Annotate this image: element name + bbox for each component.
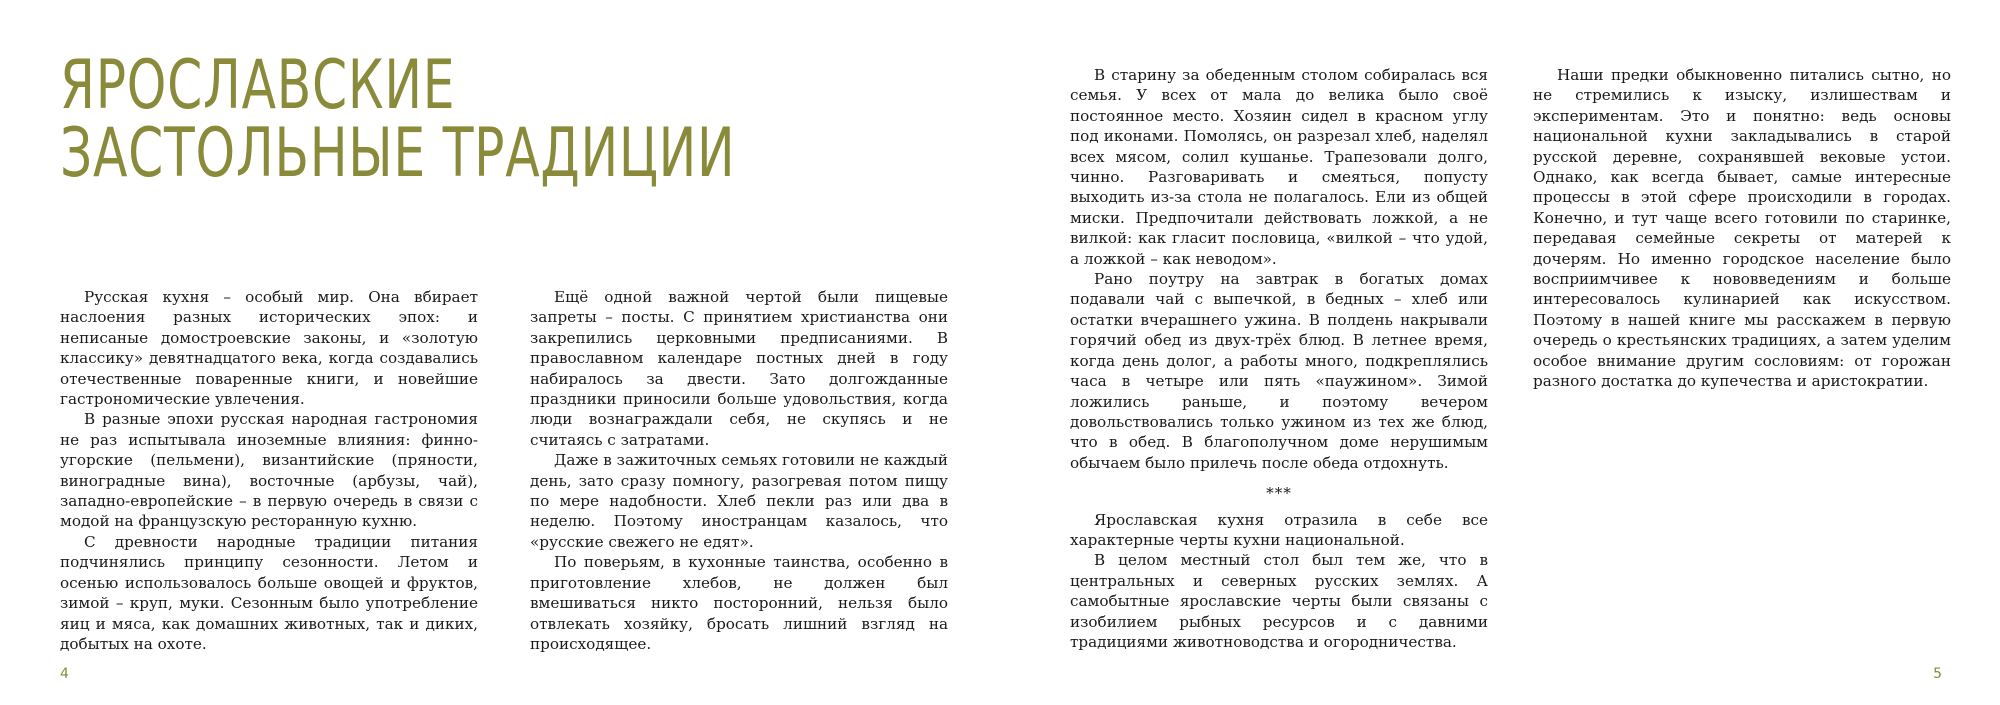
text-column-1 [60,287,478,654]
chapter-title-line-1: ЯРОСЛАВСКИЕ [60,46,456,125]
paragraph: Ярославская кухня отразила в себе все характерные черты кухни национальной. [1070,510,1488,549]
paragraph: В старину за обеденным столом собиралась вся семья. У всех от мала до велика было своё постоянное место. Хозяин сидел в красном углу под иконами. Помолясь, он разрезал хлеб, наделял всех мясом, солил кушанье. Трапезовали долго, чинно. Разговаривать и смеяться, попусту выходить из-за стола не полагалось. Ели из общей миски. Предпочитали действовать ложкой, а не вилкой: как гласит пословица, «вилкой – что удой, а ложкой – как неводом». [1070,66,1488,268]
paragraph: В разные эпохи русская народная гастрономия не раз испытывала иноземные влияния: финно-угорские (пельмени), византийские (пряности, виноградные вина), восточные (арбузы, чай), западно-европейские – в первую очередь в связи с модой на французскую ресторанную кухню. [60,410,478,531]
paragraph: Наши предки обыкновенно питались сытно, но не стремились к изыску, излишествам и экспериментам. Это и понятно: ведь основы национальной кухни закладывались в старой русской деревне, сохранявшей вековые устои. Однако, как всегда бывает, самые интересные процессы в этой сфере происходили в городах. Конечно, и тут чаще всего готовили по старинке, передавая семейные секреты от матерей к дочерям. Но именно городское население было восприимчивее к нововведениям и больше интересовалось кулинарией как искусством. Поэтому в нашей книге мы расскажем в первую очередь о крестьянских традициях, а затем уделим особое внимание другим сословиям: от горожан разного достатка до купечества и аристократии. [1533,66,1951,391]
paragraph: Русская кухня – особый мир. Она вбирает наслоения разных исторических эпох: и неписаные домостроевские законы, и «золотую классику» девятнадцатого века, когда создавались отечественные поваренные книги, и новейшие гастрономические увлечения. [60,288,478,409]
page-number-left: 4 [60,666,69,682]
right-page [1000,0,2000,705]
paragraph: В целом местный стол был тем же, что в центральных и северных русских землях. А самобытные ярославские черты были связаны с изобилием рыбных ресурсов и с давними традициями животноводства и огородничества. [1070,551,1488,651]
text-column-3 [1070,65,1488,652]
section-separator: *** [1266,484,1292,503]
paragraph: Рано поутру на завтрак в богатых домах подавали чай с выпечкой, в бедных – хлеб или остатки вчерашнего ужина. В полдень накрывали горячий обед из двух-трёх блюд. В летнее время, когда день долог, а работы много, подкреплялись часа в четыре или пять «паужином». Зимой ложились раньше, и поэтому вечером довольствовались только ужином из тех же блюд, что в обед. В благополучном доме нерушимым обычаем было прилечь после обеда отдохнуть. [1070,270,1488,472]
text-column-2 [530,287,948,654]
paragraph: С древности народные традиции питания подчинялись принципу сезонности. Летом и осенью использовалось больше овощей и фруктов, зимой – круп, муки. Сезонным было употребление яиц и мяса, как домашних животных, так и диких, добытых на охоте. [60,532,478,653]
chapter-title-line-2: ЗАСТОЛЬНЫЕ ТРАДИЦИИ [60,114,736,193]
paragraph: По поверьям, в кухонные таинства, особенно в приготовление хлебов, не должен был вмешиваться никто посторонний, нельзя было отвлекать хозяйку, бросать лишний взгляд на происходящее. [530,553,948,653]
chapter-title [60,46,736,193]
paragraph: Даже в зажиточных семьях готовили не каждый день, зато сразу помногу, разогревая потом пищу по мере надобности. Хлеб пекли раз или два в неделю. Поэтому иностранцам казалось, что «русские свежего не едят». [530,451,948,551]
text-column-4 [1533,65,1951,392]
page-number-right: 5 [1933,666,1942,682]
paragraph: Ещё одной важной чертой были пищевые запреты – посты. С принятием христианства они закрепились церковными предписаниями. В православном календаре постных дней в году набиралось за двести. Зато долгожданные праздники приносили больше удовольствия, когда люди вознаграждали себя, не скупясь и не считаясь с затратами. [530,288,948,449]
